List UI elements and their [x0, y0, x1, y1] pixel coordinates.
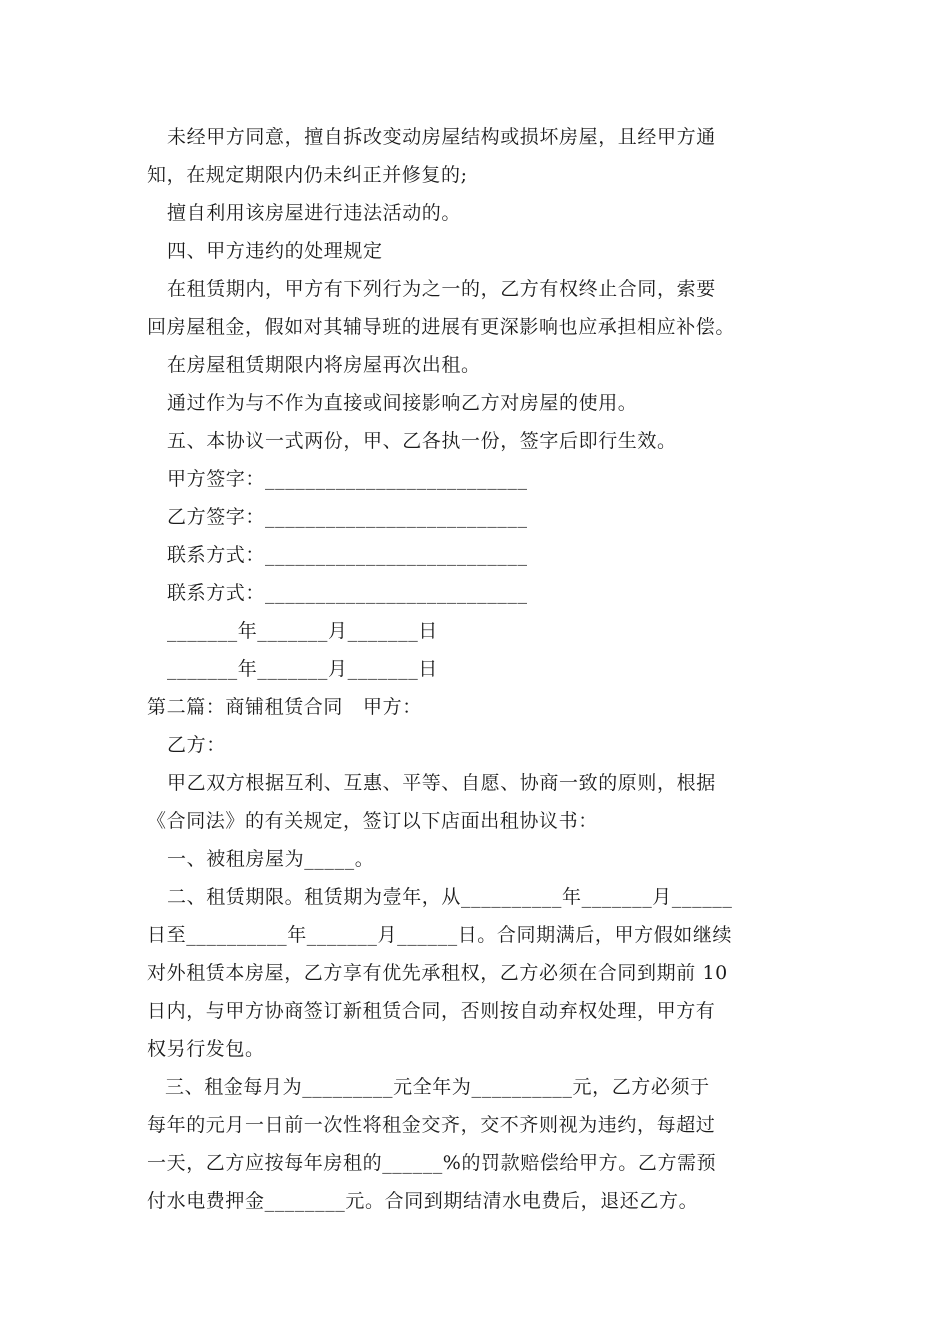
clause-line: 三、租金每月为_________元全年为__________元，乙方必须于 [165, 1076, 710, 1098]
paragraph-line: 通过作为与不作为直接或间接影响乙方对房屋的使用。 [167, 392, 638, 414]
signature-line-party-a: 甲方签字：__________________________ [167, 468, 528, 490]
signature-line-party-b: 乙方签字：__________________________ [167, 506, 528, 528]
paragraph-line: 对外租赁本房屋，乙方享有优先承租权，乙方必须在合同到期前 10 [147, 962, 728, 984]
clause-line: 二、租赁期限。租赁期为壹年，从__________年_______月______ [167, 886, 733, 908]
paragraph-line: 每年的元月一日前一次性将租金交齐，交不齐则视为违约，每超过 [147, 1114, 716, 1136]
paragraph-line: 擅自利用该房屋进行违法活动的。 [167, 202, 462, 224]
chapter-title-line [147, 688, 812, 726]
chapter-title: 第二篇：商铺租赁合同 [147, 696, 344, 718]
clause-line: 一、被租房屋为_____。 [167, 848, 375, 870]
paragraph-line: 回房屋租金，假如对其辅导班的进展有更深影响也应承担相应补偿。 [147, 316, 736, 338]
section-heading: 五、本协议一式两份，甲、乙各执一份，签字后即行生效。 [167, 430, 677, 452]
date-line: _______年_______月_______日 [167, 658, 438, 680]
contact-line: 联系方式：__________________________ [167, 544, 528, 566]
paragraph-line: 日至__________年_______月______日。合同期满后，甲方假如继续 [147, 924, 733, 946]
paragraph-line: 在房屋租赁期限内将房屋再次出租。 [167, 354, 481, 376]
paragraph-line: 甲乙双方根据互利、互惠、平等、自愿、协商一致的原则，根据 [167, 772, 716, 794]
paragraph-line: 在租赁期内，甲方有下列行为之一的，乙方有权终止合同，索要 [167, 278, 716, 300]
section-heading: 四、甲方违约的处理规定 [167, 240, 383, 262]
paragraph-line: 一天，乙方应按每年房租的______%的罚款赔偿给甲方。乙方需预 [147, 1152, 717, 1174]
date-line: _______年_______月_______日 [167, 620, 438, 642]
paragraph-line: 日内，与甲方协商签订新租赁合同，否则按自动弃权处理，甲方有 [147, 1000, 716, 1022]
party-b-label: 乙方： [167, 734, 226, 756]
paragraph-line: 《合同法》的有关规定，签订以下店面出租协议书： [147, 810, 598, 832]
paragraph-line: 权另行发包。 [147, 1038, 265, 1060]
paragraph-line: 知，在规定期限内仍未纠正并修复的; [147, 164, 468, 186]
party-a-label: 甲方： [363, 696, 422, 718]
paragraph-line: 付水电费押金________元。合同到期结清水电费后，退还乙方。 [147, 1190, 699, 1212]
document-body [147, 118, 812, 1220]
paragraph-line: 未经甲方同意，擅自拆改变动房屋结构或损坏房屋，且经甲方通 [167, 126, 716, 148]
contact-line: 联系方式：__________________________ [167, 582, 528, 604]
